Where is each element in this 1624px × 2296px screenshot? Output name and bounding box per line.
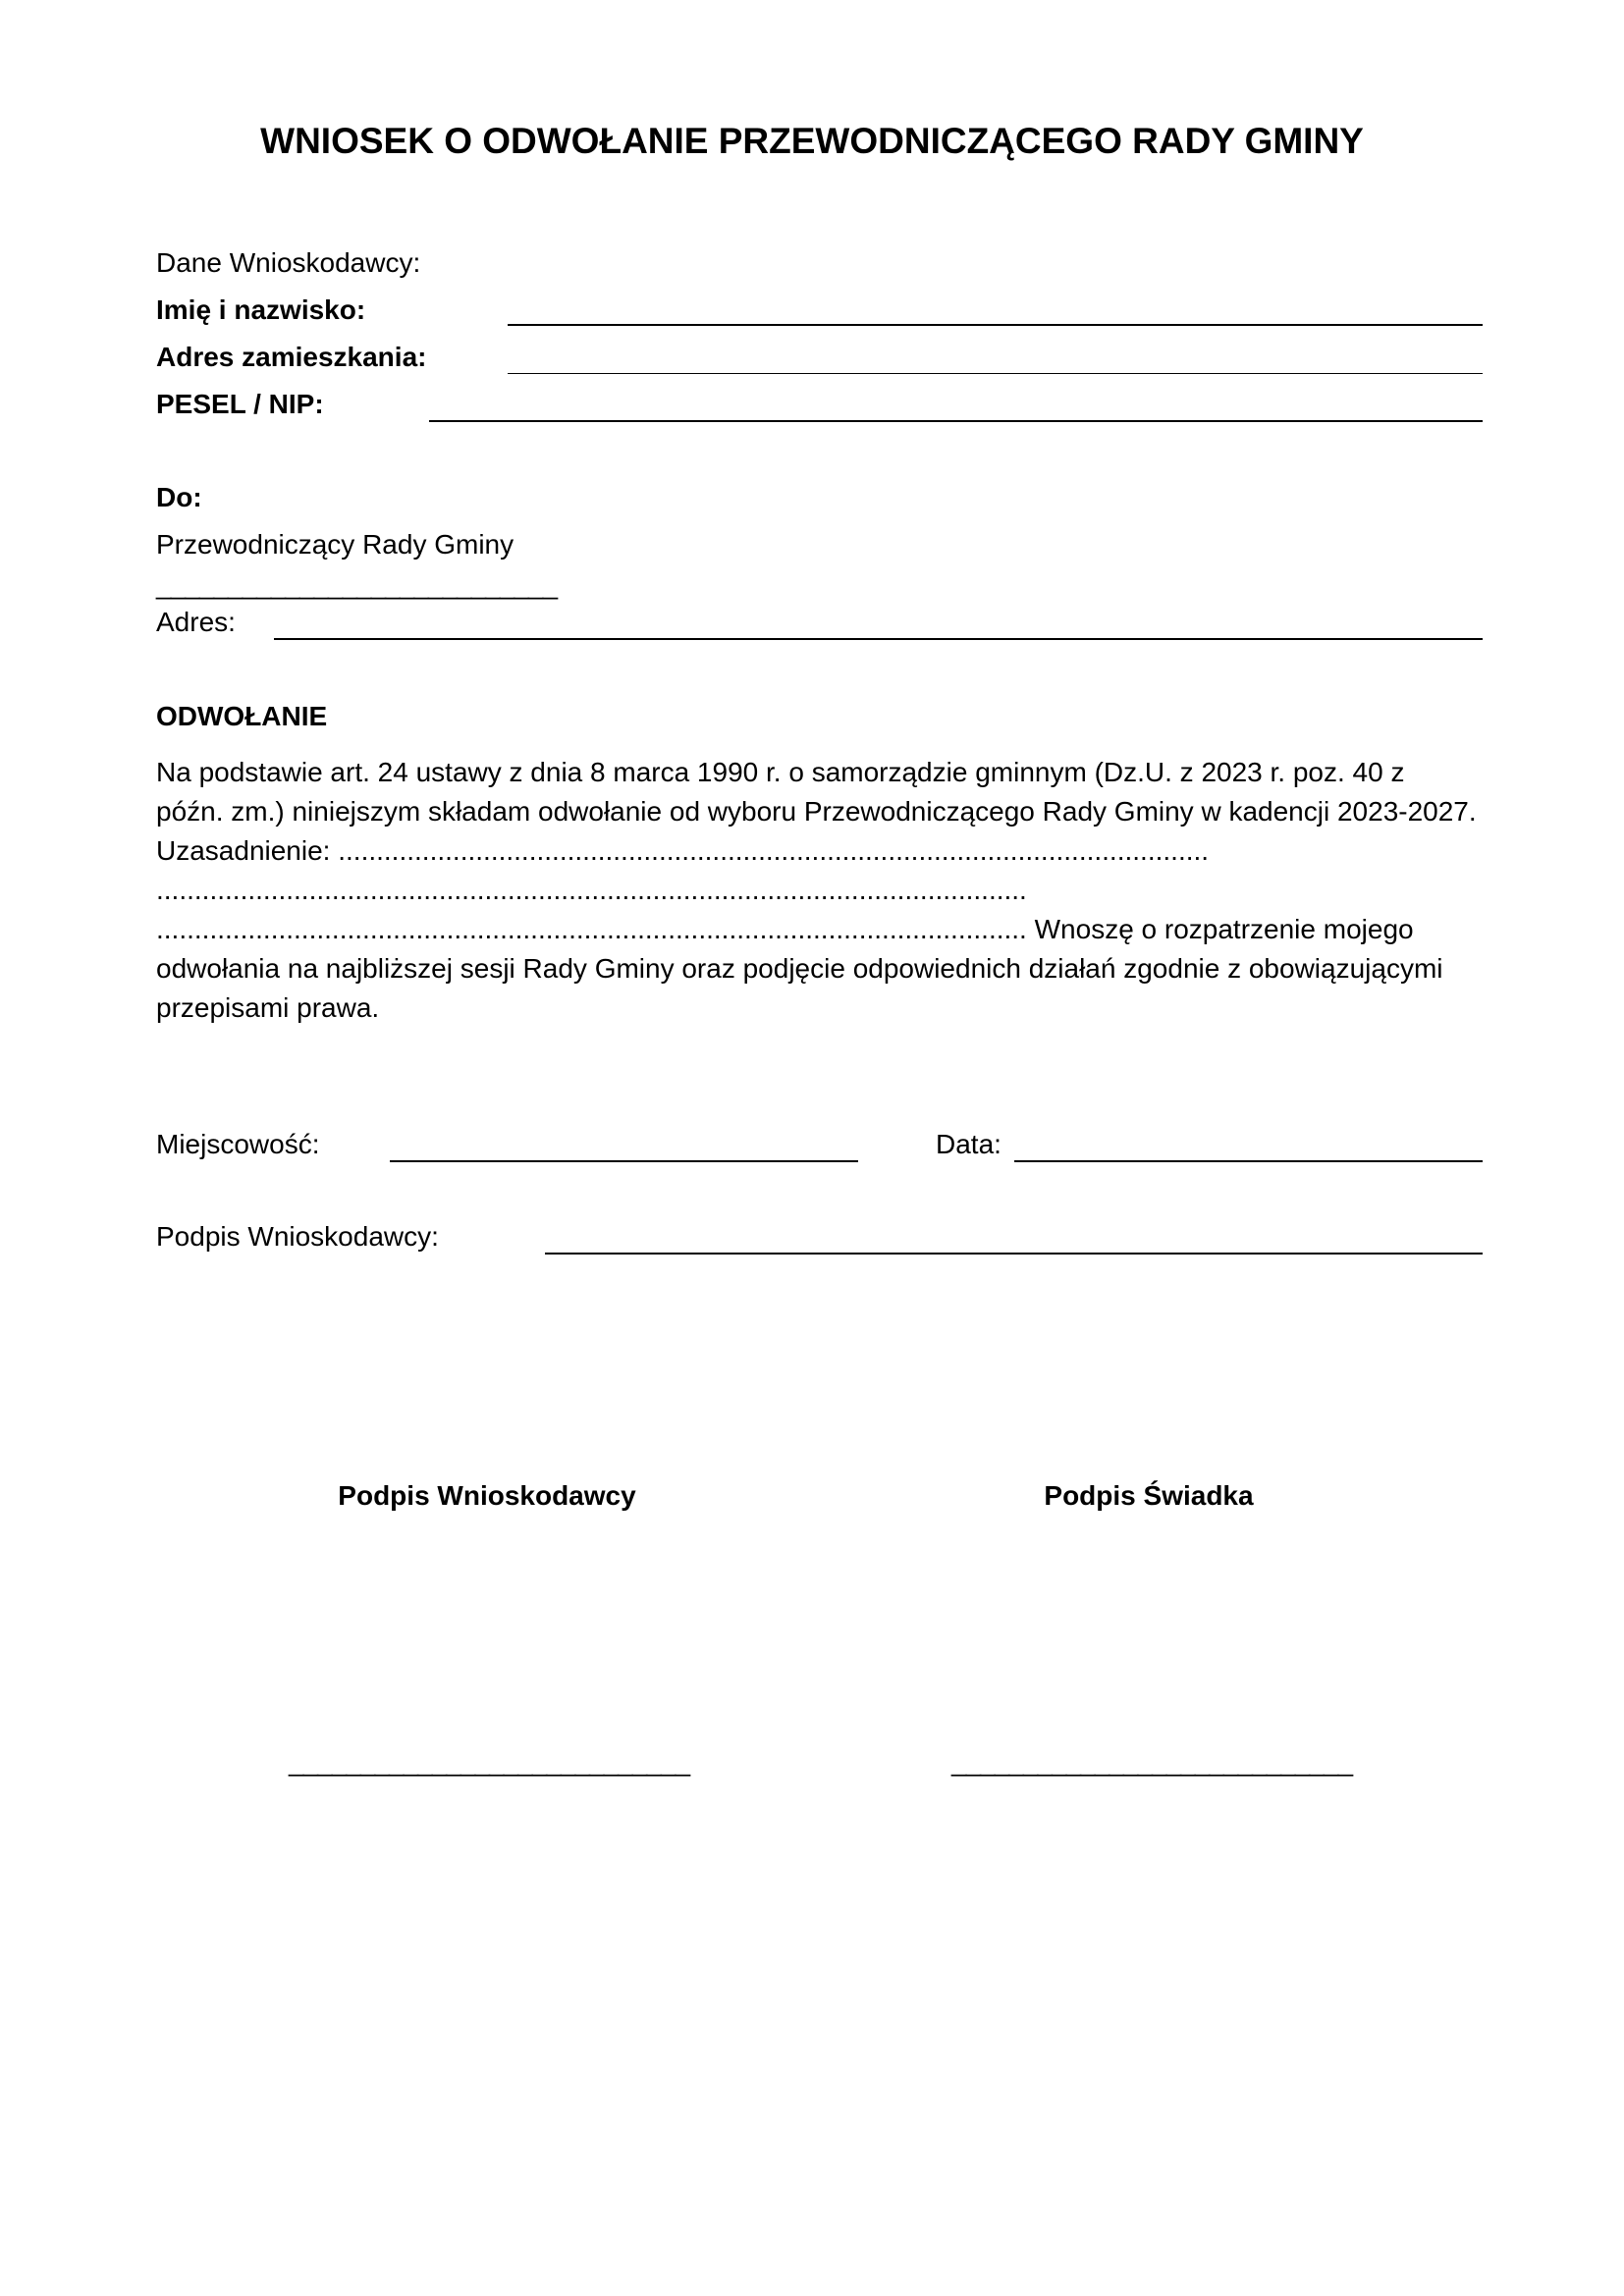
pesel-nip-label: PESEL / NIP:	[156, 389, 324, 419]
recipient-address-label: Adres:	[156, 607, 236, 637]
applicant-section-label: Dane Wnioskodawcy:	[156, 247, 421, 278]
appeal-line: Uzasadnienie: ..................................................................................................................	[156, 835, 1210, 866]
name-field-line[interactable]	[508, 324, 1483, 326]
witness-signature-line[interactable]: ____________________________	[951, 1746, 1353, 1777]
address-label: Adres zamieszkania:	[156, 342, 427, 372]
signature-field-line[interactable]	[545, 1253, 1483, 1255]
recipient-address-field-line[interactable]	[274, 638, 1483, 640]
applicant-signature-heading: Podpis Wnioskodawcy	[338, 1480, 636, 1511]
to-label: Do:	[156, 482, 202, 512]
date-label: Data:	[936, 1129, 1001, 1159]
appeal-paragraph	[156, 753, 1491, 1028]
appeal-line: .................................................................................................................. Wnoszę o rozpatrzenie mojego	[156, 914, 1414, 944]
appeal-line: odwołania na najbliższej sesji Rady Gminy oraz podjęcie odpowiednich działań zgodnie z obowiązującymi	[156, 953, 1443, 984]
appeal-line: Na podstawie art. 24 ustawy z dnia 8 marca 1990 r. o samorządzie gminnym (Dz.U. z 2023 r. poz. 40 z	[156, 757, 1405, 787]
appeal-heading: ODWOŁANIE	[156, 701, 328, 731]
name-label: Imię i nazwisko:	[156, 294, 366, 325]
signature-label: Podpis Wnioskodawcy:	[156, 1221, 439, 1252]
recipient-underline: ____________________________	[156, 569, 558, 600]
appeal-line: ..................................................................................................................	[156, 875, 1027, 905]
applicant-signature-line[interactable]: ____________________________	[289, 1746, 690, 1777]
appeal-line: przepisami prawa.	[156, 992, 380, 1023]
document-title: WNIOSEK O ODWOŁANIE PRZEWODNICZĄCEGO RADY GMINY	[260, 121, 1364, 161]
address-field-line[interactable]	[508, 373, 1483, 374]
appeal-line: późn. zm.) niniejszym składam odwołanie od wyboru Przewodniczącego Rady Gminy w kadencji 2023-2027.	[156, 796, 1477, 827]
date-field-line[interactable]	[1014, 1160, 1483, 1162]
place-field-line[interactable]	[390, 1160, 858, 1162]
witness-signature-heading: Podpis Świadka	[1044, 1480, 1254, 1511]
recipient-name: Przewodniczący Rady Gminy	[156, 529, 514, 560]
pesel-nip-field-line[interactable]	[429, 420, 1483, 422]
place-label: Miejscowość:	[156, 1129, 320, 1159]
